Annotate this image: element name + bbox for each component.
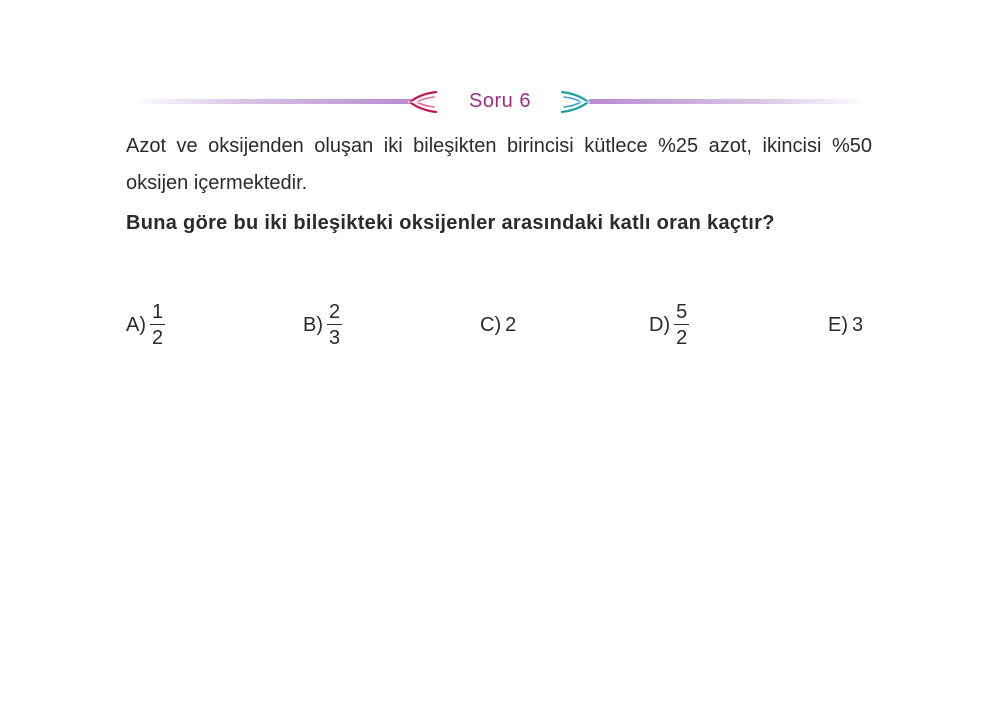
right-chevron-icon: [560, 88, 592, 116]
page-title: Soru 6: [469, 90, 531, 112]
fraction: [150, 301, 165, 349]
question-header: [130, 86, 870, 118]
option-letter: D): [649, 313, 671, 336]
header-left-bar: [130, 99, 412, 104]
answer-options: [126, 297, 886, 357]
option-a[interactable]: [126, 297, 165, 353]
denominator: 2: [676, 327, 688, 349]
numerator: 2: [329, 301, 341, 323]
question-body: [126, 128, 872, 242]
denominator: 2: [152, 327, 164, 349]
numerator: 5: [676, 301, 688, 323]
fraction: [674, 301, 689, 349]
question-text: Azot ve oksijenden oluşan iki bileşikten birincisi kütlece %25 azot, ikincisi %50 oksijen içermektedir.: [126, 135, 872, 194]
numerator: 1: [152, 301, 164, 323]
option-d[interactable]: [649, 297, 689, 353]
denominator: 3: [329, 327, 341, 349]
option-c[interactable]: [480, 297, 516, 353]
fraction: [327, 301, 342, 349]
option-letter: A): [126, 313, 146, 336]
option-value: 2: [505, 313, 517, 336]
header-right-bar: [588, 99, 870, 104]
option-letter: B): [303, 313, 323, 336]
option-letter: E): [828, 313, 848, 336]
option-e[interactable]: [828, 297, 863, 353]
option-letter: C): [480, 313, 502, 336]
question-prompt: Buna göre bu iki bileşikteki oksijenler arasındaki katlı oran kaçtır?: [126, 212, 775, 234]
option-value: 3: [852, 313, 864, 336]
left-chevron-icon: [406, 88, 438, 116]
option-b[interactable]: [303, 297, 342, 353]
